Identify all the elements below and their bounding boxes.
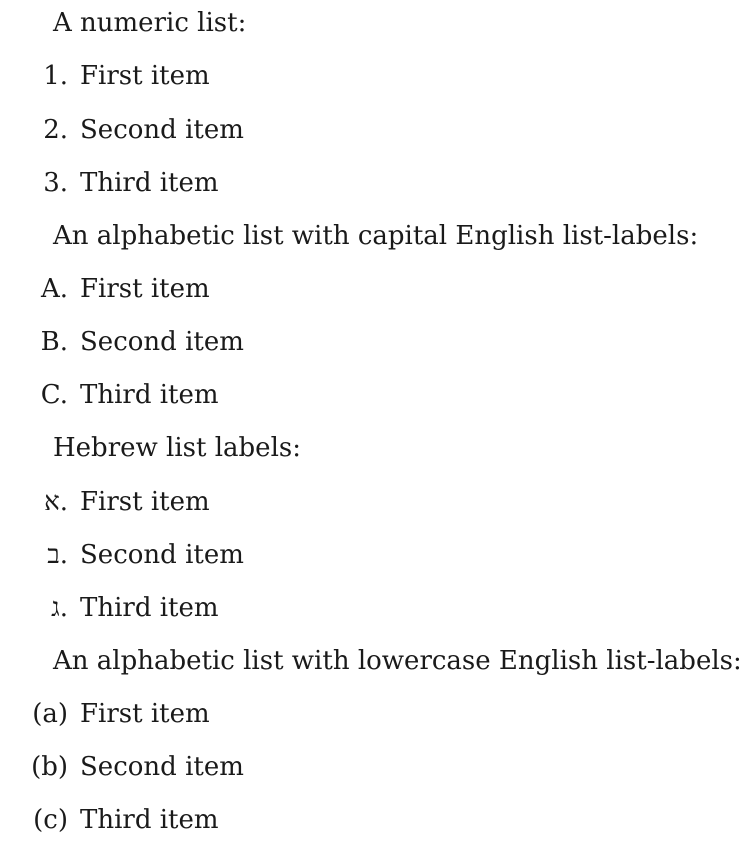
list-item — [0, 53, 754, 106]
list-item-text: Third item — [80, 380, 219, 410]
list-item-text: Second item — [80, 752, 244, 782]
list-item — [0, 585, 754, 638]
list-item-text: First item — [80, 274, 210, 304]
section-heading-hebrew: Hebrew list labels: — [53, 433, 301, 463]
list-item-text: Third item — [80, 593, 219, 623]
list-item — [0, 266, 754, 319]
list-item — [0, 160, 754, 213]
list-item-text: Third item — [80, 805, 219, 835]
section-heading-lowercase-alpha: An alphabetic list with lowercase English list-labels: — [53, 646, 742, 676]
list-item — [0, 319, 754, 372]
list-item — [0, 744, 754, 797]
list-item-text: Third item — [80, 168, 219, 198]
list-item — [0, 691, 754, 744]
list-item — [0, 372, 754, 425]
list-item-text: Second item — [80, 540, 244, 570]
list-item-text: First item — [80, 61, 210, 91]
list-item — [0, 107, 754, 160]
list-label: ג. — [51, 593, 68, 623]
list-label: 3. — [43, 168, 68, 198]
list-label: 1. — [43, 61, 68, 91]
list-item — [0, 797, 754, 850]
list-item-text: Second item — [80, 115, 244, 145]
list-label: C. — [40, 380, 68, 410]
list-label: B. — [40, 327, 68, 357]
list-item-text: Second item — [80, 327, 244, 357]
list-item-text: First item — [80, 699, 210, 729]
list-label: 2. — [43, 115, 68, 145]
list-label: (b) — [31, 752, 68, 782]
list-item-text: First item — [80, 487, 210, 517]
list-label: ב. — [47, 540, 68, 570]
section-heading-capital-alpha: An alphabetic list with capital English list-labels: — [53, 221, 699, 251]
list-label: A. — [40, 274, 68, 304]
list-item — [0, 532, 754, 585]
list-label: (c) — [33, 805, 68, 835]
list-label: (a) — [32, 699, 68, 729]
list-item — [0, 479, 754, 532]
section-heading-numeric: A numeric list: — [53, 8, 247, 38]
list-label: א. — [44, 487, 68, 517]
